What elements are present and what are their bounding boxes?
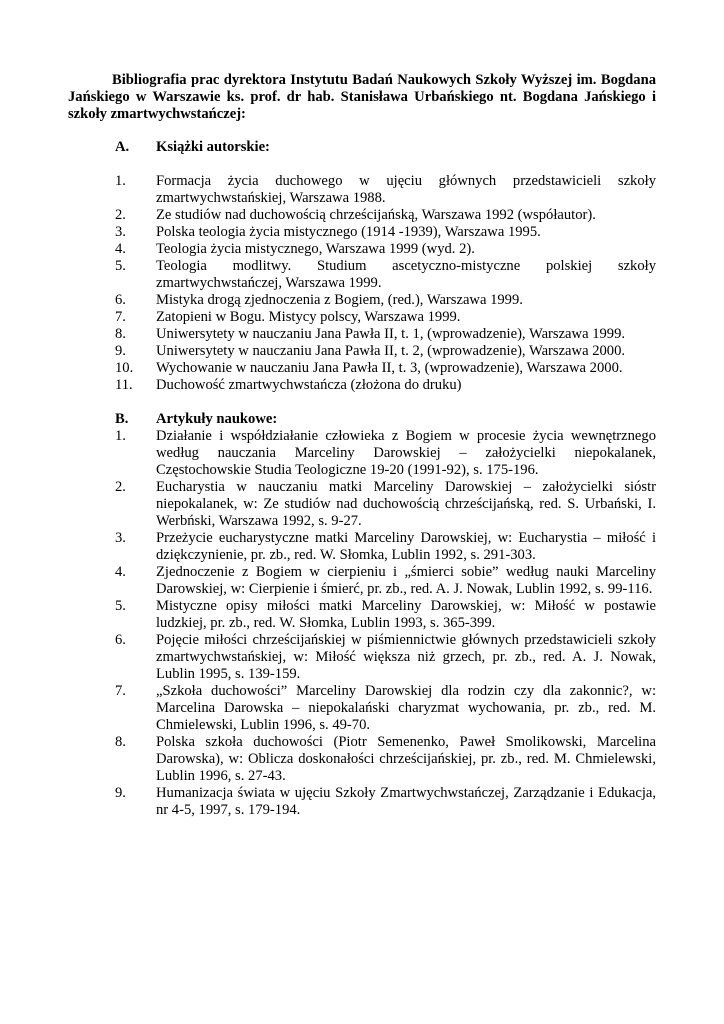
section-a-title: Książki autorskie: <box>156 139 270 155</box>
entry-text: Przeżycie eucharystyczne matki Marceliny Darowskiej, w: Eucharystia – miłość i dziękczynienie, pr. zb., red. W. Słomka, Lublin 1992, s. 291-303. <box>156 530 656 563</box>
entry-text: Uniwersytety w nauczaniu Jana Pawła II, t. 2, (wprowadzenie), Warszawa 2000. <box>156 343 626 359</box>
section-a-heading <box>68 139 656 156</box>
entry-text: Zatopieni w Bogu. Mistycy polscy, Warszawa 1999. <box>156 309 461 325</box>
entry-text: Pojęcie miłości chrześcijańskiej w piśmiennictwie głównych przedstawicieli szkoły zmartwychwstańskiej, w: Miłość większa niż grzech, pr. zb., red. A. J. Nowak, Lublin 1995, s. 139-159. <box>156 632 656 682</box>
entry-text: Teologia życia mistycznego, Warszawa 1999 (wyd. 2). <box>156 241 475 257</box>
entry-text: Formacja życia duchowego w ujęciu głównych przedstawicieli szkoły zmartwychwstańskiej, Warszawa 1988. <box>156 173 656 206</box>
entry-number: 5. <box>115 258 126 274</box>
section-b-title: Artykuły naukowe: <box>156 411 278 427</box>
entry-number: 2. <box>115 479 126 495</box>
entry-number: 6. <box>115 632 126 648</box>
entry-text: Teologia modlitwy. Studium ascetyczno-mistyczne polskiej szkoły zmartwychwstańczej, Warszawa 1999. <box>156 258 656 291</box>
entry-number: 6. <box>115 292 126 308</box>
bibliography-entry-a-8 <box>68 326 656 343</box>
entry-text: Mistyka drogą zjednoczenia z Bogiem, (red.), Warszawa 1999. <box>156 292 523 308</box>
entry-number: 9. <box>115 343 126 359</box>
bibliography-entry-b-9 <box>68 785 656 819</box>
bibliography-entry-b-5 <box>68 598 656 632</box>
entry-number: 8. <box>115 734 126 750</box>
entry-text: Humanizacja świata w ujęciu Szkoły Zmartwychwstańczej, Zarządzanie i Edukacja, nr 4-5, 1997, s. 179-194. <box>156 785 656 818</box>
entry-number: 7. <box>115 309 126 325</box>
bibliography-entry-a-9 <box>68 343 656 360</box>
bibliography-entry-b-2 <box>68 479 656 530</box>
entry-text: Eucharystia w nauczaniu matki Marceliny Darowskiej – założycielki sióstr niepokalanek, w: Ze studiów nad duchowością chrześcijańską, red. S. Urbański, I. Werbński, Warszawa 1992, s. 9-27. <box>156 479 656 529</box>
entry-text: Polska szkoła duchowości (Piotr Semenenko, Paweł Smolikowski, Marcelina Darowska), w: Oblicza doskonałości chrześcijańskiej, pr. zb., red. M. Chmielewski, Lublin 1996, s. 27-43. <box>156 734 656 784</box>
bibliography-entry-a-10 <box>68 360 656 377</box>
bibliography-entry-a-7 <box>68 309 656 326</box>
entry-number: 10. <box>115 360 134 376</box>
bibliography-entry-b-4 <box>68 564 656 598</box>
bibliography-entry-b-6 <box>68 632 656 683</box>
entry-number: 4. <box>115 241 126 257</box>
bibliography-entry-a-3 <box>68 224 656 241</box>
entry-number: 9. <box>115 785 126 801</box>
entry-text: Wychowanie w nauczaniu Jana Pawła II, t. 3, (wprowadzenie), Warszawa 2000. <box>156 360 623 376</box>
entry-number: 11. <box>115 377 133 393</box>
entry-number: 1. <box>115 173 126 189</box>
bibliography-entry-a-11 <box>68 377 656 394</box>
section-a-letter: A. <box>115 139 130 155</box>
entry-number: 7. <box>115 683 126 699</box>
entry-text: Duchowość zmartwychwstańcza (złożona do druku) <box>156 377 462 393</box>
section-b-heading <box>68 411 656 428</box>
bibliography-entry-b-8 <box>68 734 656 785</box>
section-a-list <box>68 173 656 394</box>
document-title: Bibliografia prac dyrektora Instytutu Badań Naukowych Szkoły Wyższej im. Bogdana Jańskiego w Warszawie ks. prof. dr hab. Stanisława Urbańskiego nt. Bogdana Jańskiego i szkoły zmartwychwstańczej: <box>68 72 656 122</box>
bibliography-entry-b-7 <box>68 683 656 734</box>
bibliography-entry-b-3 <box>68 530 656 564</box>
bibliography-entry-b-1 <box>68 428 656 479</box>
section-b-list <box>68 428 656 819</box>
entry-text: Mistyczne opisy miłości matki Marceliny Darowskiej, w: Miłość w postawie ludzkiej, pr. zb., red. W. Słomka, Lublin 1993, s. 365-399. <box>156 598 656 631</box>
entry-number: 2. <box>115 207 126 223</box>
entry-text: Uniwersytety w nauczaniu Jana Pawła II, t. 1, (wprowadzenie), Warszawa 1999. <box>156 326 626 342</box>
bibliography-entry-a-5 <box>68 258 656 292</box>
entry-text: Zjednoczenie z Bogiem w cierpieniu i „śmierci sobie” według nauki Marceliny Darowskiej, w: Cierpienie i śmierć, pr. zb., red. A. J. Nowak, Lublin 1992, s. 99-116. <box>156 564 656 597</box>
entry-number: 3. <box>115 530 126 546</box>
bibliography-entry-a-2 <box>68 207 656 224</box>
bibliography-entry-a-4 <box>68 241 656 258</box>
entry-number: 5. <box>115 598 126 614</box>
document-page <box>68 72 656 819</box>
entry-number: 4. <box>115 564 126 580</box>
section-b-letter: B. <box>115 411 129 427</box>
entry-text: Działanie i współdziałanie człowieka z Bogiem w procesie życia wewnętrznego według nauczania Marceliny Darowskiej – założycielki niepokalanek, Częstochowskie Studia Teologiczne 19-20 (1991-92), s. 175-196. <box>156 428 656 478</box>
entry-number: 3. <box>115 224 126 240</box>
entry-text: „Szkoła duchowości” Marceliny Darowskiej dla rodzin czy dla zakonnic?, w: Marcelina Darowska – niepokalański charyzmat wychowania, pr. zb., red. M. Chmielewski, Lublin 1996, s. 49-70. <box>156 683 656 733</box>
entry-number: 1. <box>115 428 126 444</box>
entry-number: 8. <box>115 326 126 342</box>
entry-text: Ze studiów nad duchowością chrześcijańską, Warszawa 1992 (współautor). <box>156 207 596 223</box>
bibliography-entry-a-1 <box>68 173 656 207</box>
entry-text: Polska teologia życia mistycznego (1914 -1939), Warszawa 1995. <box>156 224 541 240</box>
bibliography-entry-a-6 <box>68 292 656 309</box>
